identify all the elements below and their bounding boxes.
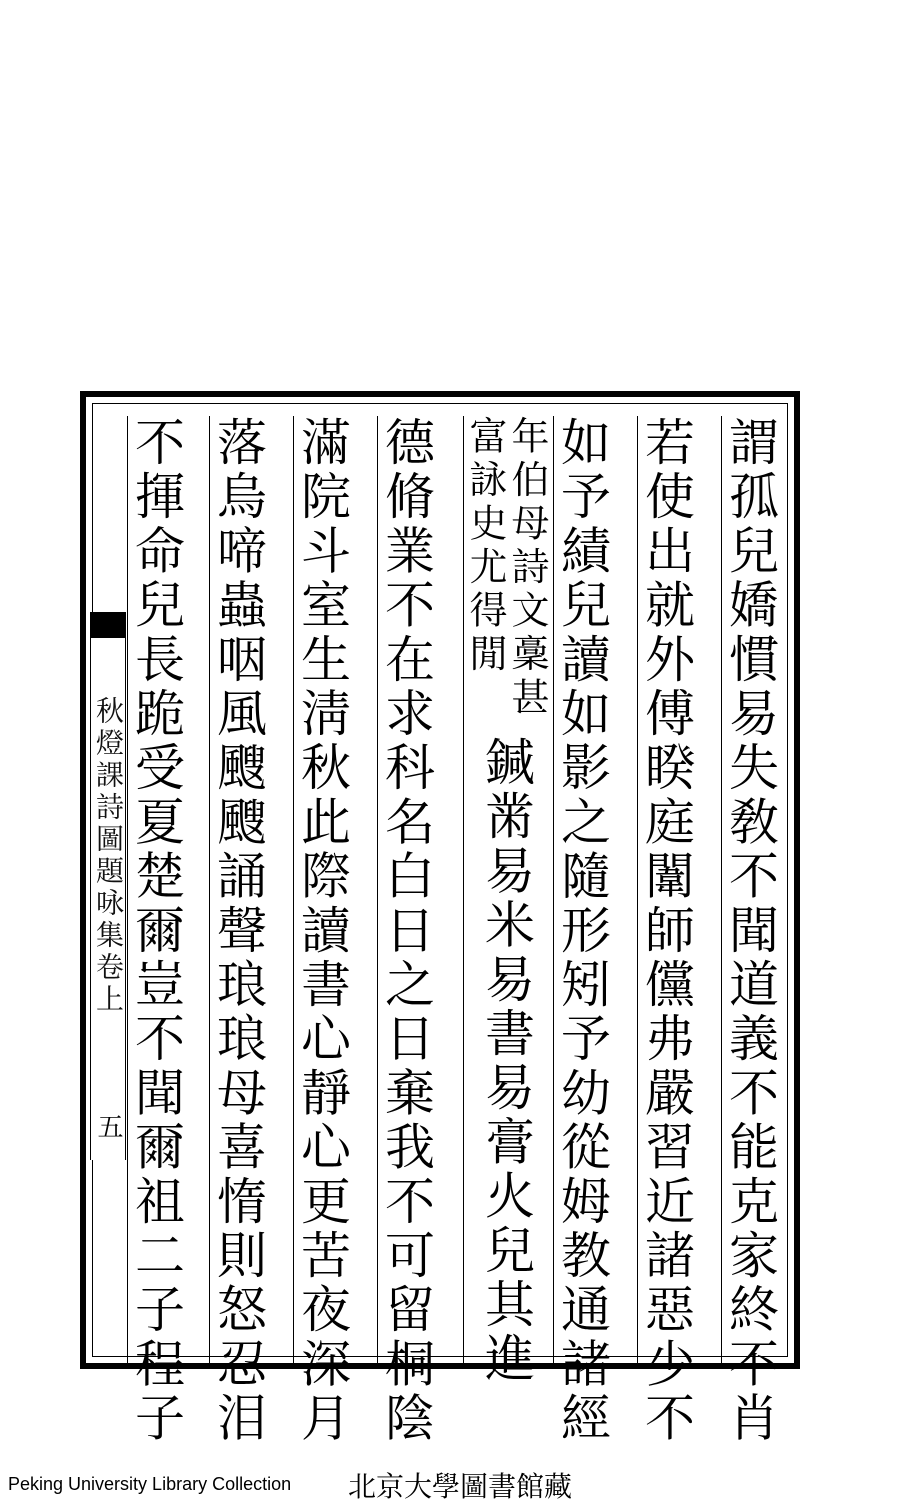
column-text-4: 德脩業不在求科名白日之日棄我不可留桐陰 — [377, 416, 435, 1446]
column-text-5: 滿院斗室生淸秋此際讀書心靜心更苦夜深月 — [293, 416, 351, 1446]
page-frame — [80, 391, 800, 1446]
column-text-6: 落烏啼蟲咽風颼颼誦聲琅琅母喜惰則怒忍泪 — [209, 416, 267, 1446]
banxin-center-strip — [90, 612, 126, 1160]
note-left-text: 富詠史尤得閒 — [463, 416, 507, 677]
footer-english: Peking University Library Collection — [8, 1474, 292, 1494]
column-text-7: 不揮命兒長跪受夏楚爾豈不聞爾祖二子程子 — [127, 416, 185, 1446]
text-column-4 — [377, 416, 435, 1446]
note-continuation-text: 鍼黹易米易書易膏火兒其進 — [477, 736, 535, 1387]
note-continuation-column — [478, 736, 534, 1386]
inner-border — [92, 403, 788, 1446]
text-column-5 — [293, 416, 351, 1446]
text-column-6 — [209, 416, 267, 1446]
text-column-3 — [553, 416, 611, 1446]
fishtail-mark — [91, 612, 125, 638]
note-right-text: 年伯母詩文稾甚 — [505, 416, 549, 721]
footer — [0, 1462, 900, 1502]
text-column-1 — [721, 416, 779, 1446]
interlinear-note — [463, 416, 549, 1387]
banxin-title: 秋燈課詩圖題咏集卷上 — [92, 696, 125, 1016]
column-text-3: 如予績兒讀如影之隨形矧予幼從姆教通諸經 — [553, 416, 611, 1446]
footer-chinese: 北京大學圖書館藏 — [348, 1470, 573, 1503]
banxin-page-number: 五 — [93, 1113, 123, 1139]
text-column-2 — [637, 416, 695, 1446]
column-text-1: 謂孤兒嬌慣易失敎不聞道義不能克家終不肖 — [721, 416, 779, 1446]
column-text-2: 若使出就外傅睽庭闈師儻弗嚴習近諸惡少不 — [637, 416, 695, 1446]
text-column-7 — [127, 416, 185, 1446]
